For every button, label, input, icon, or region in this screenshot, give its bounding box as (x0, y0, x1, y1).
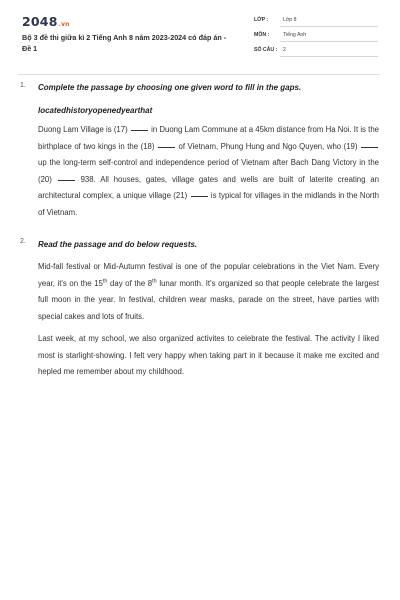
logo-main: 2048 (22, 14, 58, 29)
question-1-title: Complete the passage by choosing one given word to fill in the gaps. (38, 83, 302, 92)
passage-text: Mid-fall festival or Mid-Autumn festival is one of the popular celebrations in the Viet Nam. Every year, it's on the 15 (38, 262, 379, 288)
question-1-passage (38, 122, 379, 221)
question-count-value: 2 (283, 47, 286, 53)
document-header (0, 0, 400, 70)
subject-label: MÔN : (254, 32, 270, 38)
header-divider (18, 74, 380, 75)
gap-21[interactable] (191, 196, 208, 197)
subject-underline (280, 41, 378, 42)
passage-text: in Duong Lam Commune at a 45km distance from Ha Noi. It is the birthplace of two kings in the (18) (38, 125, 379, 151)
ordinal-suffix: th (102, 277, 108, 284)
question-2-paragraph-1 (38, 259, 379, 325)
passage-text: is typical for villages in the midlands in the North of Vietnam. (38, 191, 379, 217)
passage-text: of Vietnam, Phung Hung and Ngo Quyen, who (19) (178, 141, 358, 151)
question-2-title: Read the passage and do below requests. (38, 240, 198, 249)
passage-text: day of the 8 (107, 278, 153, 288)
site-logo[interactable] (22, 14, 70, 29)
question-1-number: 1. (20, 82, 26, 89)
ordinal-suffix: th (152, 277, 157, 284)
question-1-word-list: locatedhistoryopenedyearthat (38, 106, 153, 115)
passage-text: Duong Lam Village is (17) (38, 125, 128, 134)
subject-value: Tiếng Anh (283, 32, 307, 38)
question-2-number: 2. (20, 238, 26, 245)
class-value: Lớp 8 (283, 17, 297, 23)
gap-19[interactable] (361, 147, 378, 148)
passage-text: lunar month. It's organized so that people celebrate the largest full moon in the year. In festival, children wear masks, parade on the street, have parties with special cakes and lots of fruits. (38, 278, 379, 321)
gap-17[interactable] (131, 130, 148, 131)
class-label: LỚP : (254, 17, 269, 23)
gap-18[interactable] (158, 147, 175, 148)
logo-suffix: .vn (58, 21, 70, 28)
gap-20[interactable] (58, 180, 75, 181)
question-count-label: SỐ CÂU : (254, 47, 278, 53)
document-title: Bộ 3 đề thi giữa kì 2 Tiếng Anh 8 năm 2023-2024 có đáp án - Đề 1 (22, 33, 227, 53)
passage-text: 938. All houses, gates, village gates and wells are built of laterite creating an architectural complex, a unique village (21) (38, 174, 379, 200)
question-2-paragraph-2: Last week, at my school, we also organized activites to celebrate the festival. The activity I liked most is starlight-showing. I felt very happy when taking part in it because it make me excited and hepled me remember about my childhood. (38, 334, 379, 376)
question-count-underline (280, 56, 378, 57)
passage-text: up the long-term self-control and independence period of Vietnam after Bach Dang Victory in the (20) (38, 158, 379, 184)
class-underline (280, 26, 378, 27)
